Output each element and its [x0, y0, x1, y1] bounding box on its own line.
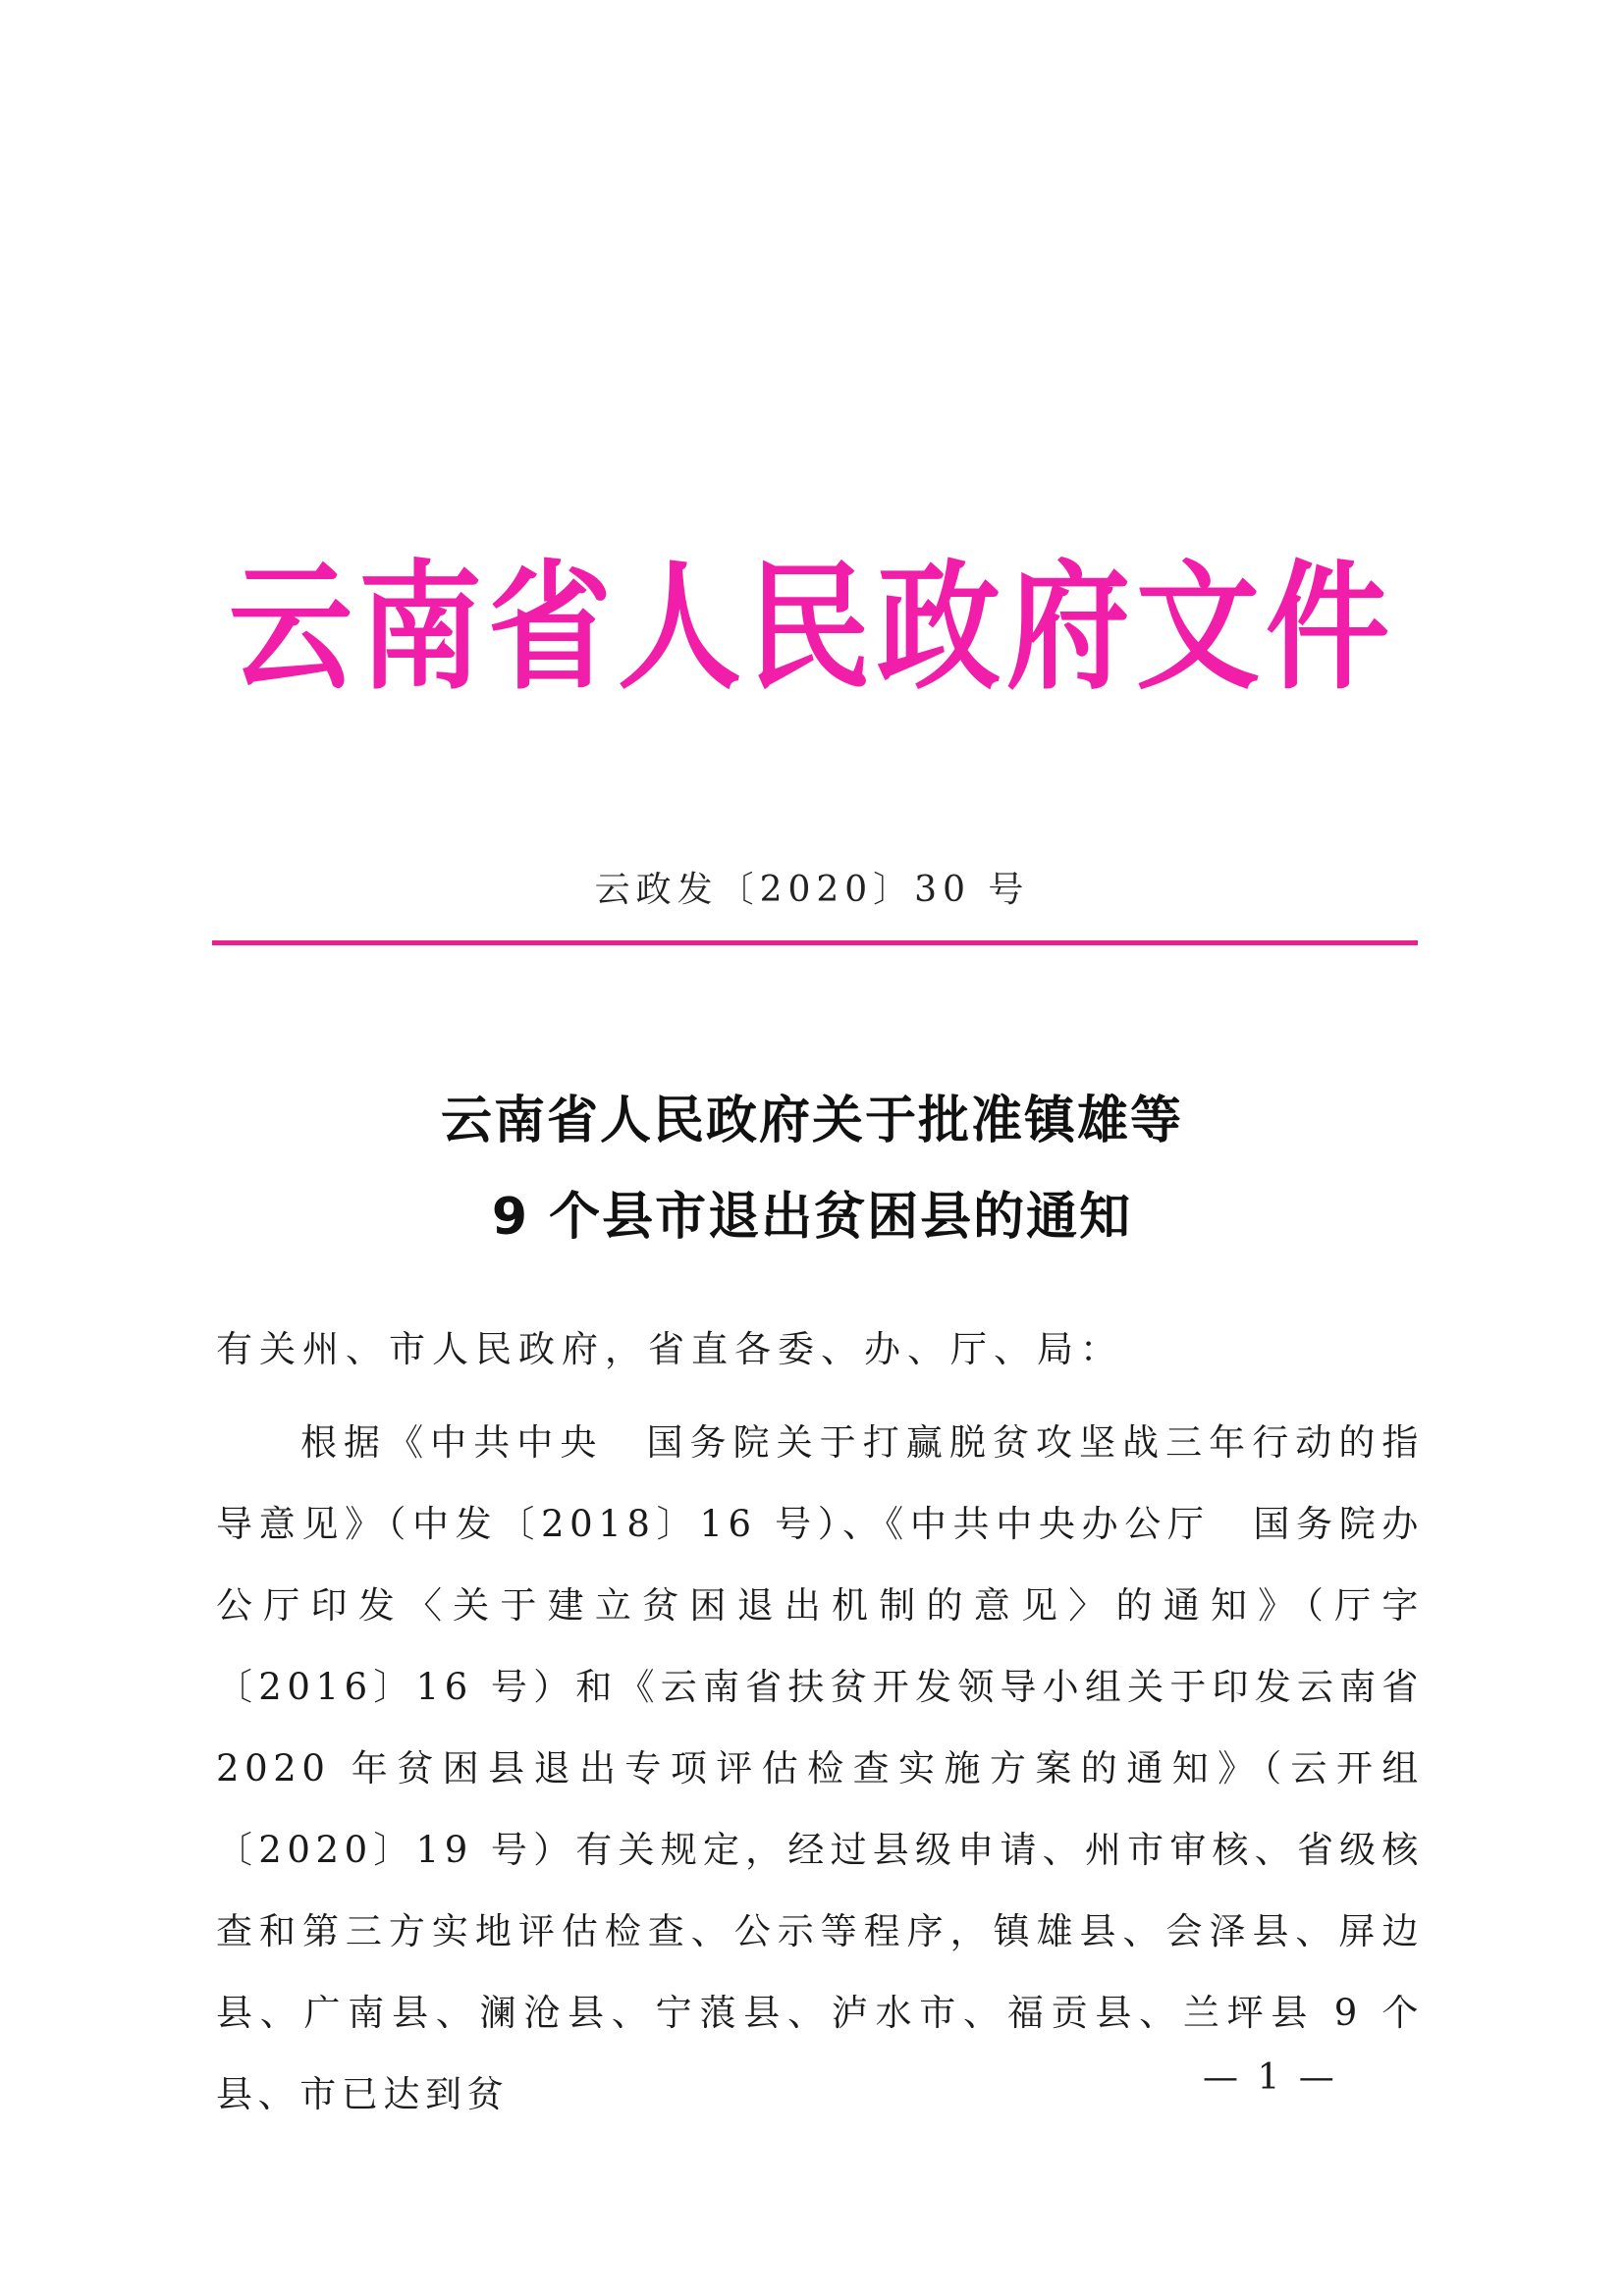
document-masthead: 云南省人民政府文件	[229, 547, 1395, 709]
document-number: 云政发〔2020〕30 号	[594, 870, 1030, 910]
body-paragraph: 根据《中共中央 国务院关于打赢脱贫攻坚战三年行动的指导意见》（中发〔2018〕16 号）、《中共中央办公厅 国务院办公厅印发〈关于建立贫困退出机制的意见〉的通知》（厅字〔2016〕16 号）和《云南省扶贫开发领导小组关于印发云南省 2020 年贫困县退出专项评估检查实施方案的通知》（云开组〔2020〕19 号）有关规定，经过县级申请、州市审核、省级核查和第三方实地评估检查、公示等程序，镇雄县、会泽县、屏边县、广南县、澜沧县、宁蒗县、泸水市、福贡县、兰坪县 9 个县、市已达到贫	[216, 1421, 1424, 2115]
red-divider-line	[212, 940, 1418, 945]
document-title-line-2: 9 个县市退出贫困县的通知	[491, 1188, 1133, 1247]
document-title-line-1: 云南省人民政府关于批准镇雄等	[440, 1092, 1183, 1150]
page-number: — 1 —	[1203, 2057, 1338, 2098]
salutation: 有关州、市人民政府，省直各委、办、厅、局：	[216, 1328, 1123, 1370]
